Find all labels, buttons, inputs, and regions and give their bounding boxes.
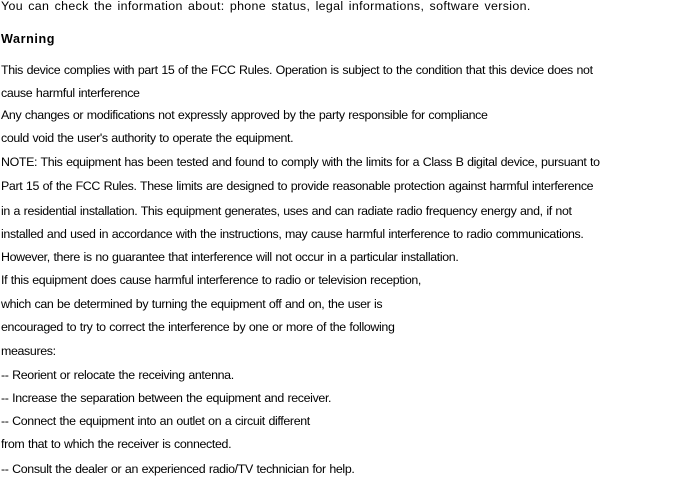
warning-line: If this equipment does cause harmful interference to radio or television reception, — [1, 273, 422, 287]
warning-line: which can be determined by turning the equipment off and on, the user is — [1, 297, 383, 311]
warning-line: -- Reorient or relocate the receiving antenna. — [1, 368, 234, 382]
warning-line: encouraged to try to correct the interference by one or more of the following — [1, 320, 395, 334]
warning-line: installed and used in accordance with the instructions, may cause harmful interference to radio communications. — [1, 227, 584, 241]
warning-line: measures: — [1, 344, 56, 358]
warning-line: Any changes or modifications not expressly approved by the party responsible for compliance — [1, 108, 488, 122]
warning-line: in a residential installation. This equipment generates, uses and can radiate radio frequency energy and, if not — [1, 204, 572, 218]
warning-line: -- Consult the dealer or an experienced radio/TV technician for help. — [1, 462, 355, 476]
warning-line: from that to which the receiver is connected. — [1, 437, 232, 451]
warning-heading: Warning — [1, 32, 56, 46]
warning-line: This device complies with part 15 of the FCC Rules. Operation is subject to the condition that this device does not — [1, 63, 593, 77]
warning-line: Part 15 of the FCC Rules. These limits are designed to provide reasonable protection against harmful interference — [1, 179, 594, 193]
warning-line: cause harmful interference — [1, 86, 140, 100]
warning-line: However, there is no guarantee that interference will not occur in a particular installation. — [1, 250, 459, 264]
warning-line: -- Connect the equipment into an outlet on a circuit different — [1, 414, 310, 428]
intro-text: You can check the information about: phone status, legal informations, software version. — [1, 0, 531, 13]
warning-line: could void the user's authority to operate the equipment. — [1, 131, 294, 145]
warning-line: NOTE: This equipment has been tested and found to comply with the limits for a Class B digital device, pursuant to — [1, 155, 600, 169]
warning-line: -- Increase the separation between the equipment and receiver. — [1, 391, 332, 405]
